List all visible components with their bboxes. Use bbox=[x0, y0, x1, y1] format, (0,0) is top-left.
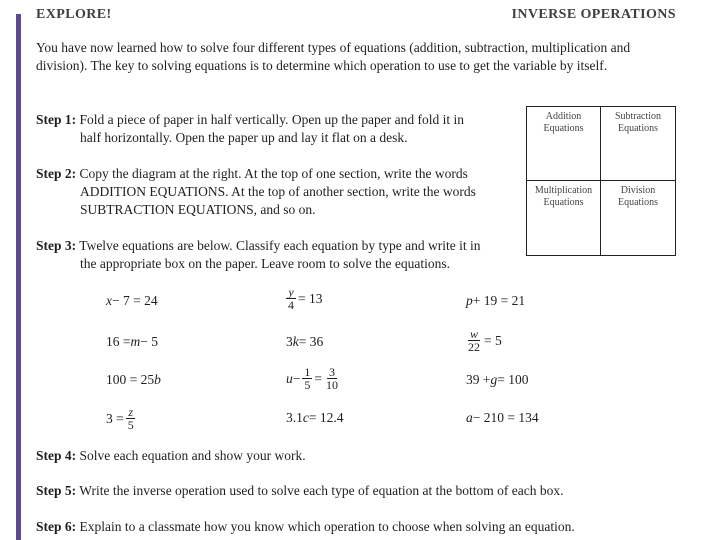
equation: u − $\frac{1}{5}$ = $\frac{3}{10}$ bbox=[286, 365, 338, 392]
step-label: Step 4: bbox=[36, 448, 77, 463]
step-label: Step 2: bbox=[36, 166, 77, 181]
step-text-cont: SUBTRACTION EQUATIONS, and so on. bbox=[80, 202, 316, 217]
diagram-cell-addition: Addition Equations bbox=[527, 107, 601, 181]
fraction: $\frac{z}{5}$ bbox=[127, 405, 134, 432]
step-3 bbox=[36, 237, 526, 273]
fraction: $\frac{1}{5}$ bbox=[304, 365, 311, 392]
equation: 100 = 25 b bbox=[106, 372, 161, 387]
step-4 bbox=[36, 447, 676, 465]
equation: 16 = m − 5 bbox=[106, 334, 158, 349]
equation: $\frac{w}{22}$ = 5 bbox=[468, 327, 502, 354]
equation: 3 = $\frac{z}{5}$ bbox=[106, 405, 134, 432]
step-1 bbox=[36, 111, 516, 147]
step-text-cont: half horizontally. Open the paper up and lay it flat on a desk. bbox=[80, 130, 408, 145]
step-text-cont: the appropriate box on the paper. Leave room to solve the equations. bbox=[80, 256, 451, 271]
step-2 bbox=[36, 165, 526, 219]
topic-title: INVERSE OPERATIONS bbox=[511, 7, 676, 22]
section-title: EXPLORE! bbox=[36, 7, 112, 22]
step-6 bbox=[36, 518, 716, 536]
diagram-cell-multiplication: Multiplication Equations bbox=[527, 181, 601, 255]
step-label: Step 6: bbox=[36, 519, 77, 534]
equation: p + 19 = 21 bbox=[466, 293, 526, 308]
step-text: Write the inverse operation used to solve each type of equation at the bottom of each box. bbox=[79, 483, 564, 498]
diagram-cell-subtraction: Subtraction Equations bbox=[601, 107, 675, 181]
fraction: $\frac{w}{22}$ bbox=[468, 327, 480, 354]
fraction: $\frac{y}{4}$ bbox=[288, 285, 294, 312]
equation: a − 210 = 134 bbox=[466, 410, 539, 425]
left-accent-bar bbox=[16, 14, 21, 540]
step-text: Fold a piece of paper in half vertically. Open up the paper and fold it in bbox=[79, 112, 464, 127]
equation: 39 + g = 100 bbox=[466, 372, 529, 387]
step-text: Solve each equation and show your work. bbox=[79, 448, 306, 463]
step-label: Step 1: bbox=[36, 112, 77, 127]
equation: x − 7 = 24 bbox=[106, 293, 158, 308]
intro-paragraph: You have now learned how to solve four different types of equations (addition, subtraction, multiplication and division). The key to solving equations is to determine which operation to use to get the variable by itself. bbox=[36, 40, 631, 73]
equation: 3.1 c = 12.4 bbox=[286, 410, 344, 425]
fold-diagram bbox=[526, 106, 676, 256]
equation: $\frac{y}{4}$ = 13 bbox=[288, 285, 323, 312]
step-text: Copy the diagram at the right. At the top of one section, write the words bbox=[79, 166, 468, 181]
diagram-cell-division: Division Equations bbox=[618, 185, 658, 208]
step-text-cont: ADDITION EQUATIONS. At the top of another section, write the words bbox=[80, 184, 476, 199]
equation: 3 k = 36 bbox=[286, 334, 324, 349]
step-text: Explain to a classmate how you know which operation to choose when solving an equation. bbox=[79, 519, 575, 534]
step-label: Step 5: bbox=[36, 483, 77, 498]
fraction: $\frac{3}{10}$ bbox=[326, 365, 338, 392]
step-5 bbox=[36, 482, 706, 500]
step-text: Twelve equations are below. Classify each equation by type and write it in bbox=[79, 238, 481, 253]
step-label: Step 3: bbox=[36, 238, 77, 253]
